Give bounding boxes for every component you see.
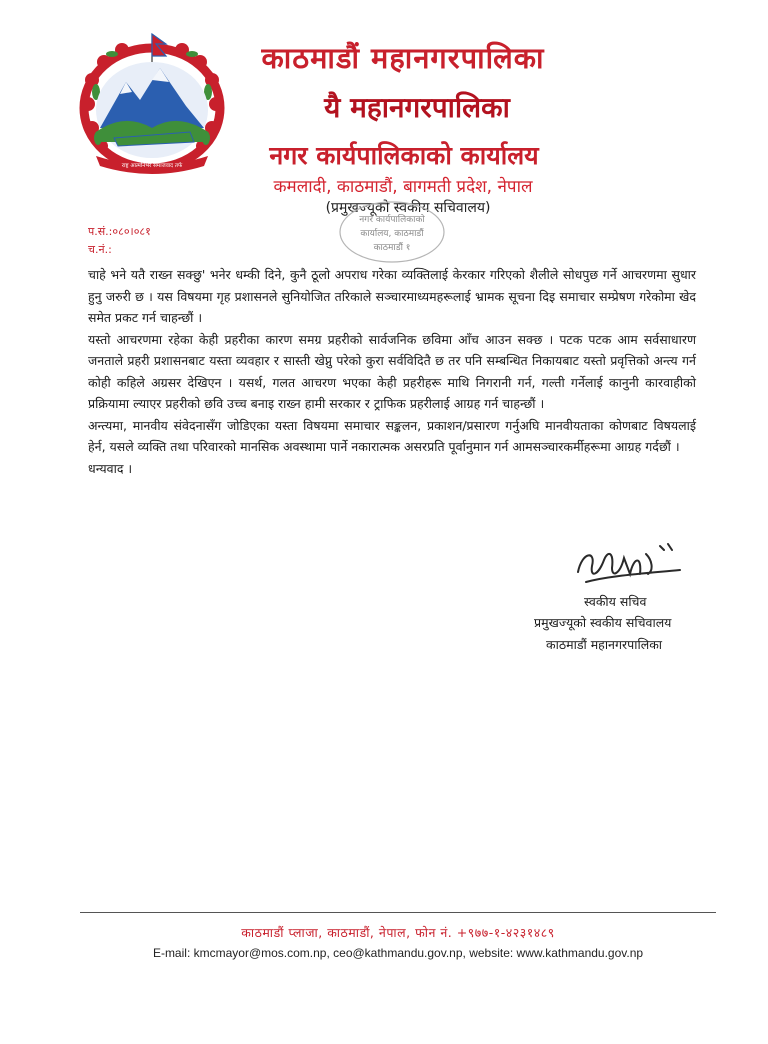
body-paragraph-2: यस्तो आचरणमा रहेका केही प्रहरीका कारण समग्र प्रहरीको सार्वजनिक छविमा आँच आउन सक्छ । पटक पटक आम सर्वसाधारण जनताले प्रहरी प्रशासनबाट यस्ता व्यवहार र सास्ती खेप्नु परेको कुरा सर्वविदितै छ तर पनि सम्बन्धित निकायबाट यस्तो प्रवृत्तिको अन्त्य गर्न कोही कहिले अग्रसर देखिएन । यसर्थ, गलत आचरण भएका केही प्रहरीहरू माथि निगरानी गर्न, गल्ती गर्नेलाई कानुनी कारवाहीको प्रक्रियामा ल्याएर प्रहरीको छवि उच्च बनाइ राख्न हामी सरकार र ट्राफिक प्रहरीलाई आग्रह गर्न चाहन्छौं । bbox=[88, 331, 696, 411]
letter-body bbox=[88, 264, 696, 479]
svg-text:काठमाडौं १: काठमाडौं १ bbox=[373, 243, 411, 253]
body-closing: धन्यवाद । bbox=[88, 460, 133, 476]
header-office-name: नगर कार्यपालिकाको कार्यालय bbox=[269, 141, 539, 170]
dispatch-number: च.नं.: bbox=[88, 243, 112, 256]
body-paragraph-1: चाहे भने यतै राख्न सक्छु' भनेर धम्की दिने, कुनै ठूलो अपराध गरेका व्यक्तिलाई केरकार गरिएको शैलीले सोधपुछ गर्ने आचरणमा सुधार हुनु जरुरी छ । यस विषयमा गृह प्रशासनले सुनियोजित तरिकाले सञ्चारमाध्यमहरूलाई भ्रामक सूचना दिइ समाचार सम्प्रेषण गरेकोमा खेद समेत प्रकट गर्न चाहन्छौं । bbox=[88, 267, 696, 325]
handwritten-signature bbox=[568, 530, 692, 590]
nepal-emblem-logo bbox=[74, 32, 230, 174]
svg-text:कार्यालय, काठमाडौं: कार्यालय, काठमाडौं bbox=[360, 229, 424, 239]
office-stamp bbox=[300, 196, 456, 266]
header-secretariat: (प्रमुखज्यूको स्वकीय सचिवालय) bbox=[325, 200, 491, 216]
header-municipality-name: काठमाडौं महानगरपालिका bbox=[261, 41, 545, 75]
reference-number: प.सं.:०८०।०८१ bbox=[88, 225, 151, 238]
emblem-motto: राष्ट्र आत्मनिर्भर समाजवाद तर्फ bbox=[121, 163, 183, 169]
footer-divider bbox=[80, 912, 716, 913]
footer-contact: E-mail: kmcmayor@mos.com.np, ceo@kathmandu.gov.np, website: www.kathmandu.gov.np bbox=[152, 946, 644, 960]
footer-address: काठमाडौं प्लाजा, काठमाडौं, नेपाल, फोन नं. +९७७-१-४२३१४८९ bbox=[241, 925, 555, 940]
body-paragraph-3: अन्त्यमा, मानवीय संवेदनासँग जोडिएका यस्ता विषयमा समाचार सङ्कलन, प्रकाशन/प्रसारण गर्नुअघि मानवीयताका कोणबाट विषयलाई हेर्न, यसले व्यक्ति तथा परिवारको मानसिक अवस्थामा पार्ने नकारात्मक असरप्रति पूर्वानुमान गर्न आमसञ्चारकर्मीहरूमा आग्रह गर्दछौं । bbox=[88, 417, 696, 454]
header-address: कमलादी, काठमाडौं, बागमती प्रदेश, नेपाल bbox=[273, 177, 533, 197]
signatory-office: प्रमुखज्यूको स्वकीय सचिवालय bbox=[534, 615, 672, 630]
header-stylized-name: यै महानगरपालिका bbox=[324, 91, 510, 124]
signatory-organization: काठमाडौं महानगरपालिका bbox=[546, 637, 663, 652]
signatory-title: स्वकीय सचिव bbox=[584, 594, 647, 609]
svg-text:नगर कार्यपालिकाको: नगर कार्यपालिकाको bbox=[359, 215, 425, 225]
